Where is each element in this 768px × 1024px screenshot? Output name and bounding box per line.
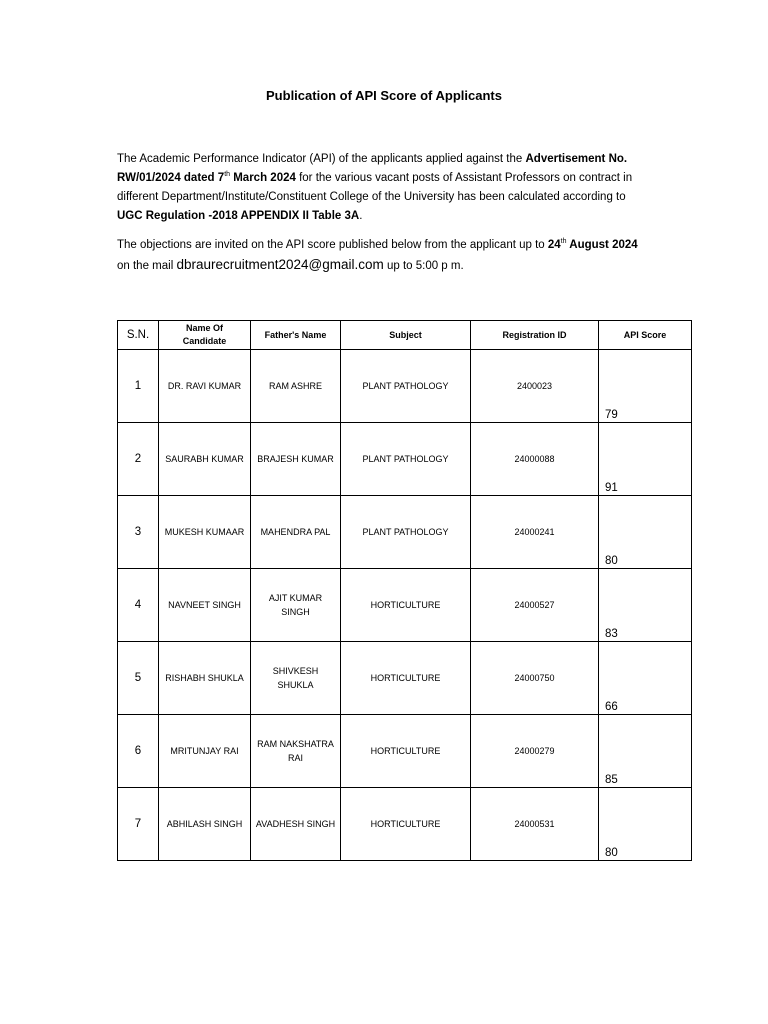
api-score-table	[117, 320, 692, 861]
cell-subject: PLANT PATHOLOGY	[341, 350, 471, 423]
cell-sn: 7	[118, 788, 159, 861]
advertisement-date: March 2024	[230, 172, 296, 184]
cell-name: MUKESH KUMAAR	[159, 496, 251, 569]
cell-father: AVADHESH SINGH	[251, 788, 341, 861]
deadline-month-year: August 2024	[566, 239, 638, 251]
objection-paragraph	[117, 236, 647, 276]
header-subject: Subject	[341, 321, 471, 350]
cell-father: RAM ASHRE	[251, 350, 341, 423]
table-row	[118, 788, 692, 861]
deadline-day: 24	[547, 239, 561, 251]
cell-name: RISHABH SHUKLA	[159, 642, 251, 715]
cell-score: 66	[599, 642, 692, 715]
cell-subject: PLANT PATHOLOGY	[341, 496, 471, 569]
advertisement-ref: Advertisement No. RW/01/2024 dated 7	[117, 153, 628, 184]
cell-name: DR. RAVI KUMAR	[159, 350, 251, 423]
intro-paragraph	[117, 150, 647, 226]
cell-sn: 5	[118, 642, 159, 715]
cell-name: MRITUNJAY RAI	[159, 715, 251, 788]
objection-text-3: up to 5:00 p m.	[383, 260, 464, 272]
cell-subject: HORTICULTURE	[341, 788, 471, 861]
email-address: dbraurecruitment2024@gmail.com	[176, 257, 384, 272]
cell-score: 91	[599, 423, 692, 496]
cell-registration: 24000527	[471, 569, 599, 642]
cell-score: 83	[599, 569, 692, 642]
cell-father: MAHENDRA PAL	[251, 496, 341, 569]
cell-registration: 24000279	[471, 715, 599, 788]
cell-registration: 24000088	[471, 423, 599, 496]
table-row	[118, 715, 692, 788]
cell-score: 80	[599, 496, 692, 569]
ordinal-suffix: th	[224, 171, 231, 179]
cell-father: RAM NAKSHATRA RAI	[251, 715, 341, 788]
cell-sn: 4	[118, 569, 159, 642]
cell-registration: 24000750	[471, 642, 599, 715]
header-sn: S.N.	[118, 321, 159, 350]
cell-sn: 3	[118, 496, 159, 569]
cell-registration: 2400023	[471, 350, 599, 423]
page-title: Publication of API Score of Applicants	[266, 88, 502, 103]
cell-subject: HORTICULTURE	[341, 569, 471, 642]
regulation-ref: UGC Regulation -2018 APPENDIX II Table 3A	[117, 210, 360, 222]
cell-father: BRAJESH KUMAR	[251, 423, 341, 496]
objection-text-2: on the mail	[117, 260, 177, 272]
cell-subject: PLANT PATHOLOGY	[341, 423, 471, 496]
cell-sn: 6	[118, 715, 159, 788]
cell-score: 80	[599, 788, 692, 861]
cell-name: ABHILASH SINGH	[159, 788, 251, 861]
table-row	[118, 642, 692, 715]
cell-sn: 2	[118, 423, 159, 496]
cell-name: NAVNEET SINGH	[159, 569, 251, 642]
cell-score: 79	[599, 350, 692, 423]
cell-score: 85	[599, 715, 692, 788]
intro-text-1: The Academic Performance Indicator (API) of the applicants applied against the	[117, 153, 526, 165]
ordinal-suffix: th	[560, 238, 567, 246]
intro-text-2: for the various vacant posts of Assistant Professors on contract in different Department/Institute/Constituent College of the University has been calculated according to	[117, 172, 633, 203]
cell-father: AJIT KUMAR SINGH	[251, 569, 341, 642]
intro-text-3: .	[359, 210, 363, 222]
header-name: Name Of Candidate	[159, 321, 251, 350]
table-header-row	[118, 321, 692, 350]
header-score: API Score	[599, 321, 692, 350]
table-body	[118, 350, 692, 861]
table-row	[118, 350, 692, 423]
table-row	[118, 569, 692, 642]
header-father: Father's Name	[251, 321, 341, 350]
table-row	[118, 496, 692, 569]
cell-registration: 24000241	[471, 496, 599, 569]
objection-text-1: The objections are invited on the API score published below from the applicant up to	[117, 239, 548, 251]
cell-subject: HORTICULTURE	[341, 642, 471, 715]
table-row	[118, 423, 692, 496]
cell-sn: 1	[118, 350, 159, 423]
header-registration: Registration ID	[471, 321, 599, 350]
cell-registration: 24000531	[471, 788, 599, 861]
cell-father: SHIVKESH SHUKLA	[251, 642, 341, 715]
cell-name: SAURABH KUMAR	[159, 423, 251, 496]
cell-subject: HORTICULTURE	[341, 715, 471, 788]
